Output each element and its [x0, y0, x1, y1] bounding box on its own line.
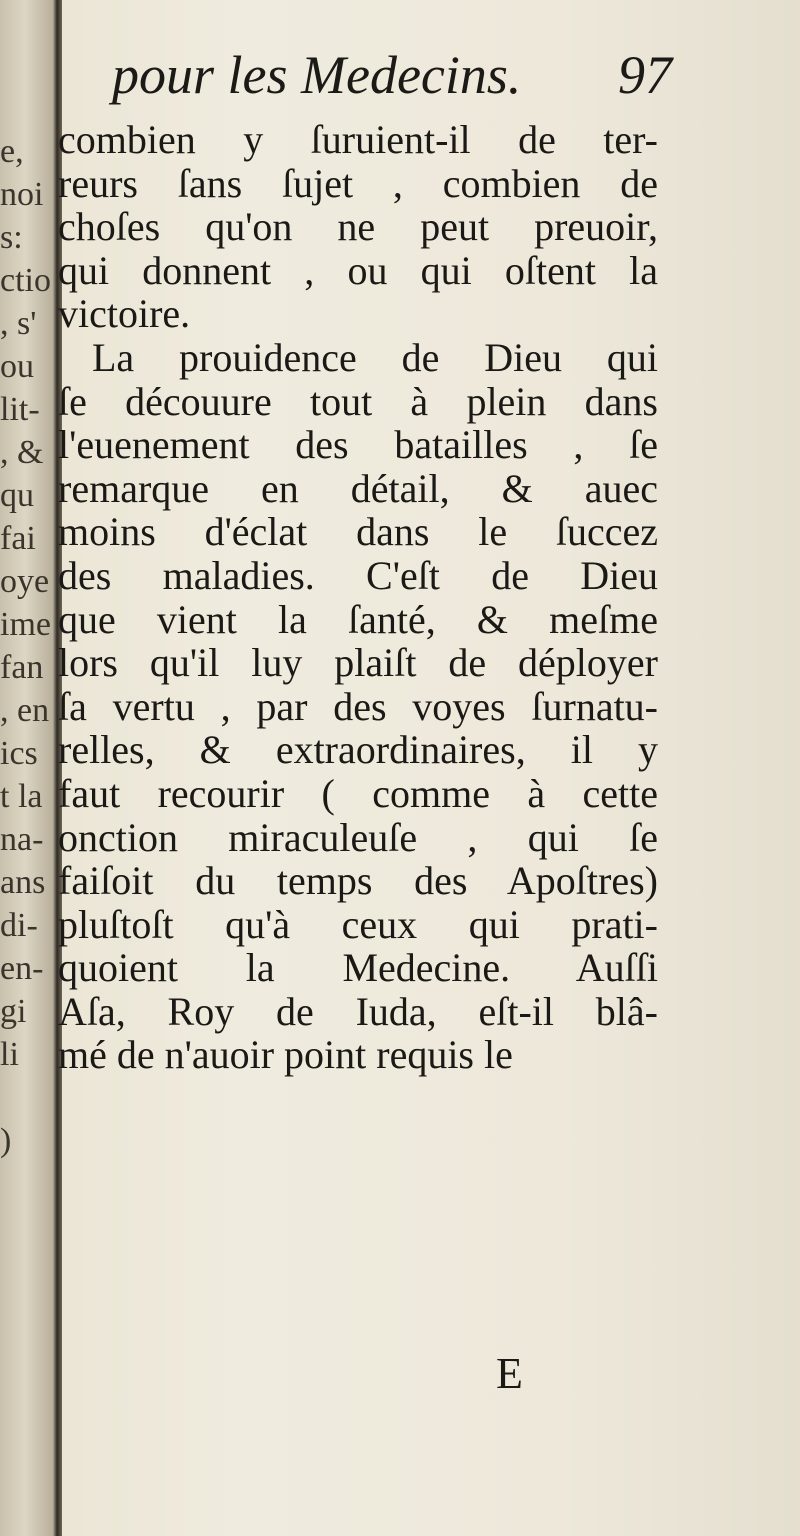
text-line: pluſtoſt qu'à ceux qui prati-	[58, 901, 658, 947]
text-line: des maladies. C'eſt de Dieu	[58, 552, 658, 598]
text-line: ſe découure tout à plein dans	[58, 378, 658, 424]
text-line: victoire.	[58, 291, 191, 337]
bleed-fragment: lit-	[0, 391, 40, 428]
bleed-fragment: noi	[0, 176, 44, 213]
bleed-fragment: li	[0, 1036, 19, 1073]
bleed-fragment: oye	[0, 563, 50, 600]
text-line: mé de n'auoir point requis le	[58, 1032, 513, 1078]
text-line: que vient la ſanté, & meſme	[58, 596, 658, 642]
bleed-fragment: di-	[0, 907, 38, 944]
running-head	[112, 44, 672, 114]
text-line: faiſoit du temps des Apoſtres)	[58, 858, 658, 904]
text-line: choſes qu'on ne peut preuoir,	[58, 204, 658, 250]
bleed-fragment: )	[0, 1122, 12, 1159]
text-line: quoient la Medecine. Auſſi	[58, 945, 658, 991]
bleed-fragment: ans	[0, 864, 46, 901]
body-text	[58, 118, 658, 1077]
text-line: remarque en détail, & auec	[58, 465, 658, 511]
bleed-fragment: qu	[0, 477, 34, 514]
text-line: La prouidence de Dieu qui	[92, 334, 658, 380]
bleed-fragment: t la	[0, 778, 43, 815]
bleed-fragment: s:	[0, 219, 23, 256]
text-line: relles, & extraordinaires, il y	[58, 727, 658, 773]
bleed-fragment	[0, 1076, 52, 1119]
bleed-fragment: ctio	[0, 262, 51, 299]
page-number: 97	[618, 45, 672, 105]
text-line: moins d'éclat dans le ſuccez	[58, 509, 658, 555]
text-line: ſa vertu , par des voyes ſurnatu-	[58, 683, 658, 729]
text-line: faut recourir ( comme à cette	[58, 770, 658, 816]
bleed-fragment: e,	[0, 133, 24, 170]
bleed-fragment: , en	[0, 692, 50, 729]
text-line: Aſa, Roy de Iuda, eſt-il blâ-	[58, 988, 658, 1034]
bleed-fragment: na-	[0, 821, 44, 858]
bleed-fragment: ics	[0, 735, 38, 772]
text-line: onction miraculeuſe , qui ſe	[58, 814, 658, 860]
bleed-fragment: fan	[0, 649, 44, 686]
running-head-title: pour les Medecins.	[112, 45, 522, 105]
text-line: lors qu'il luy plaiſt de déployer	[58, 640, 658, 686]
bleed-fragment: en-	[0, 950, 44, 987]
text-line: combien y ſuruient-il de ter-	[58, 117, 658, 162]
bleed-fragment: , s'	[0, 305, 37, 342]
bleed-fragment: ou	[0, 348, 34, 385]
bleed-fragment: , &	[0, 434, 44, 471]
facing-page-bleed	[0, 130, 52, 1430]
text-line: l'euenement des batailles , ſe	[58, 422, 658, 468]
bleed-fragment: ime	[0, 606, 51, 643]
signature-mark: E	[496, 1349, 523, 1398]
text-line: qui donnent , ou qui oſtent la	[58, 247, 658, 293]
text-line: reurs ſans ſujet , combien de	[58, 160, 658, 206]
bleed-fragment: gi	[0, 993, 27, 1030]
bleed-fragment: fai	[0, 520, 36, 557]
